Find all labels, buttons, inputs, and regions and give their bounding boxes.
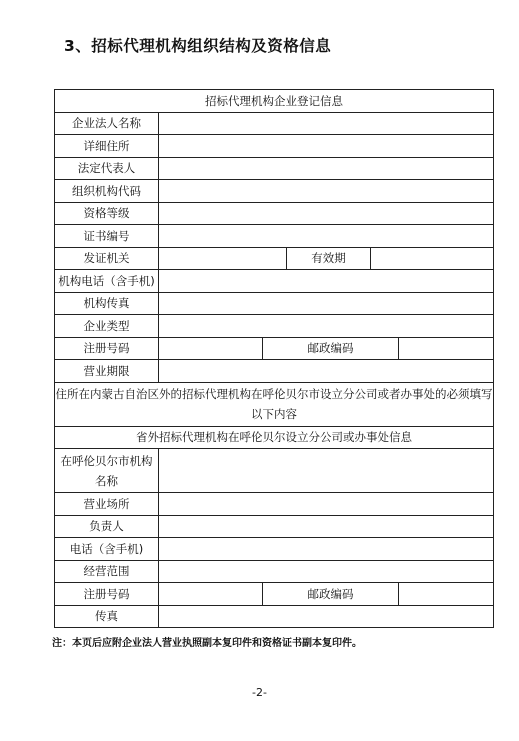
legal-rep-label: 法定代表人 bbox=[55, 157, 159, 180]
validity-label: 有效期 bbox=[287, 247, 371, 270]
branch-name-label: 在呼伦贝尔市机构名称 bbox=[55, 449, 159, 493]
postcode-label: 邮政编码 bbox=[263, 337, 399, 360]
branch-phone-field bbox=[159, 538, 494, 561]
reg-no-field bbox=[159, 337, 263, 360]
op-period-field bbox=[159, 360, 494, 383]
issuer-field bbox=[159, 247, 287, 270]
branch-postcode-label: 邮政编码 bbox=[263, 583, 399, 606]
reg-no-label: 注册号码 bbox=[55, 337, 159, 360]
registration-form-table bbox=[54, 89, 494, 628]
branch-phone-label: 电话（含手机) bbox=[55, 538, 159, 561]
ent-type-label: 企业类型 bbox=[55, 315, 159, 338]
premises-label: 营业场所 bbox=[55, 493, 159, 516]
postcode-field bbox=[399, 337, 494, 360]
page-number: -2- bbox=[252, 686, 267, 699]
branch-reg-no-field bbox=[159, 583, 263, 606]
address-field bbox=[159, 135, 494, 158]
branch-name-field bbox=[159, 449, 494, 493]
premises-field bbox=[159, 493, 494, 516]
address-label: 详细住所 bbox=[55, 135, 159, 158]
legal-rep-field bbox=[159, 157, 494, 180]
org-code-field bbox=[159, 180, 494, 203]
branch-reg-no-label: 注册号码 bbox=[55, 583, 159, 606]
fax-field bbox=[159, 292, 494, 315]
qual-level-label: 资格等级 bbox=[55, 202, 159, 225]
section2-title: 省外招标代理机构在呼伦贝尔设立分公司或办事处信息 bbox=[55, 426, 494, 449]
legal-name-field bbox=[159, 112, 494, 135]
org-code-label: 组织机构代码 bbox=[55, 180, 159, 203]
phone-label: 机构电话（含手机) bbox=[55, 270, 159, 293]
ent-type-field bbox=[159, 315, 494, 338]
qual-level-field bbox=[159, 202, 494, 225]
validity-field bbox=[371, 247, 494, 270]
phone-field bbox=[159, 270, 494, 293]
manager-field bbox=[159, 515, 494, 538]
fax-label: 机构传真 bbox=[55, 292, 159, 315]
legal-name-label: 企业法人名称 bbox=[55, 112, 159, 135]
cert-no-field bbox=[159, 225, 494, 248]
scope-field bbox=[159, 560, 494, 583]
scope-label: 经营范围 bbox=[55, 560, 159, 583]
cert-no-label: 证书编号 bbox=[55, 225, 159, 248]
branch-fax-field bbox=[159, 605, 494, 628]
footnote: 注：本页后应附企业法人营业执照副本复印件和资格证书副本复印件。 bbox=[52, 638, 362, 649]
issuer-label: 发证机关 bbox=[55, 247, 159, 270]
instruction-text: 住所在内蒙古自治区外的招标代理机构在呼伦贝尔市设立分公司或者办事处的必须填写以下内容 bbox=[55, 382, 494, 426]
section-heading: 3、招标代理机构组织结构及资格信息 bbox=[64, 37, 332, 55]
branch-fax-label: 传真 bbox=[55, 605, 159, 628]
op-period-label: 营业期限 bbox=[55, 360, 159, 383]
section1-title: 招标代理机构企业登记信息 bbox=[55, 90, 494, 113]
manager-label: 负责人 bbox=[55, 515, 159, 538]
branch-postcode-field bbox=[399, 583, 494, 606]
